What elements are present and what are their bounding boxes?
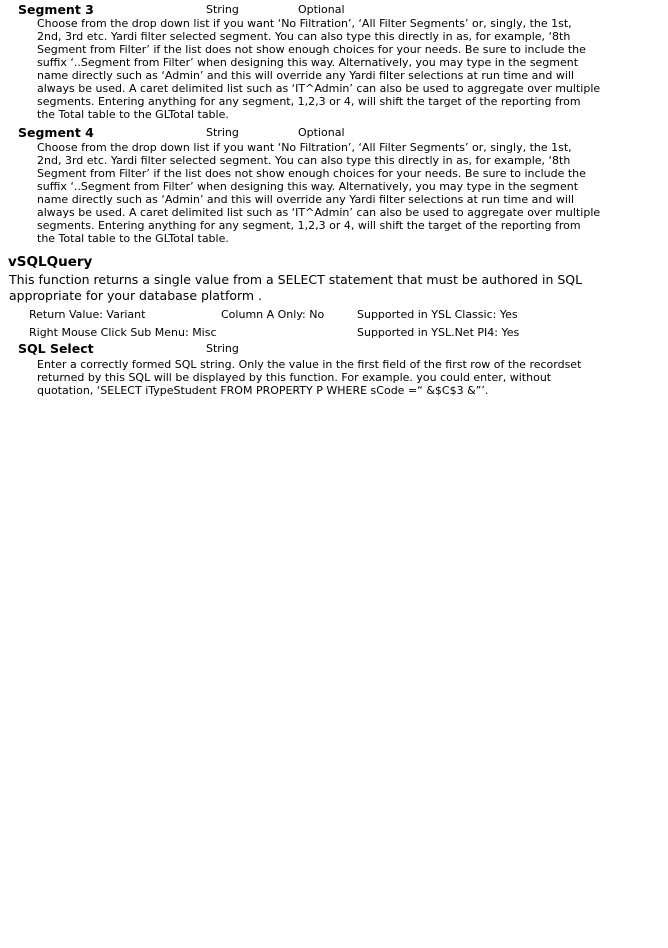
function-description: [9, 272, 609, 304]
sql-select-desc-line: returned by this SQL will be displayed by this function. For example. you could enter, without: [37, 371, 552, 384]
segment3-description: [37, 17, 601, 121]
sql-select-header: [18, 342, 618, 356]
segment3-desc-line: the Total table to the GLTotal table.: [37, 108, 229, 121]
function-title: vSQLQuery: [8, 254, 93, 270]
segment4-desc-line: 2nd, 3rd etc. Yardi filter selected segment. You can also type this directly in as, for example, ‘8th: [37, 154, 571, 167]
segment4-type: String: [206, 126, 239, 139]
sql-select-desc-line: Enter a correctly formed SQL string. Only the value in the first field of the first row of the recordset: [37, 358, 582, 371]
sql-select-desc-line: quotation, ‘SELECT iTypeStudent FROM PROPERTY P WHERE sCode =“ &$C$3 &”’.: [37, 384, 489, 397]
segment3-type: String: [206, 3, 239, 16]
sql-select-description: [37, 358, 597, 397]
segment4-desc-line: the Total table to the GLTotal table.: [37, 232, 229, 245]
segment4-optional: Optional: [298, 126, 345, 139]
return-value: Return Value: Variant: [29, 308, 146, 321]
right-click-menu: Right Mouse Click Sub Menu: Misc: [29, 326, 217, 339]
segment4-desc-line: name directly such as ‘Admin’ and this will override any Yardi filter selections at run time and will: [37, 193, 575, 206]
segment3-name: Segment 3: [18, 2, 94, 17]
segment3-desc-line: Segment from Filter’ if the list does not show enough choices for your needs. Be sure to include the: [37, 43, 586, 56]
ysl-classic-support: Supported in YSL Classic: Yes: [357, 308, 518, 321]
segment3-desc-line: name directly such as ‘Admin’ and this will override any Yardi filter selections at run time and will: [37, 69, 575, 82]
segment4-desc-line: Choose from the drop down list if you want ‘No Filtration’, ‘All Filter Segments’ or, singly, the 1st,: [37, 141, 572, 154]
sql-select-name: SQL Select: [18, 341, 94, 356]
function-desc-line: appropriate for your database platform .: [9, 288, 263, 303]
sql-select-type: String: [206, 342, 239, 355]
segment4-desc-line: suffix ‘..Segment from Filter’ when designing this way. Alternatively, you may type in the segment: [37, 180, 579, 193]
column-a-only: Column A Only: No: [221, 308, 325, 321]
segment4-desc-line: segments. Entering anything for any segment, 1,2,3 or 4, will shift the target of the reporting from: [37, 219, 581, 232]
segment3-desc-line: Choose from the drop down list if you want ‘No Filtration’, ‘All Filter Segments’ or, singly, the 1st,: [37, 17, 572, 30]
segment3-header: [18, 3, 618, 17]
segment3-desc-line: always be used. A caret delimited list such as ‘IT^Admin’ can also be used to aggregate over multiple: [37, 82, 601, 95]
segment4-description: [37, 141, 601, 245]
ysl-net-support: Supported in YSL.Net PI4: Yes: [357, 326, 520, 339]
segment3-desc-line: suffix ‘..Segment from Filter’ when designing this way. Alternatively, you may type in the segment: [37, 56, 579, 69]
segment4-desc-line: Segment from Filter’ if the list does not show enough choices for your needs. Be sure to include the: [37, 167, 586, 180]
segment3-optional: Optional: [298, 3, 345, 16]
segment3-desc-line: 2nd, 3rd etc. Yardi filter selected segment. You can also type this directly in as, for example, ‘8th: [37, 30, 571, 43]
segment4-header: [18, 126, 618, 140]
segment4-name: Segment 4: [18, 125, 94, 140]
segment3-desc-line: segments. Entering anything for any segment, 1,2,3 or 4, will shift the target of the reporting from: [37, 95, 581, 108]
segment4-desc-line: always be used. A caret delimited list such as ‘IT^Admin’ can also be used to aggregate over multiple: [37, 206, 601, 219]
function-desc-line: This function returns a single value from a SELECT statement that must be authored in SQL: [9, 272, 583, 287]
